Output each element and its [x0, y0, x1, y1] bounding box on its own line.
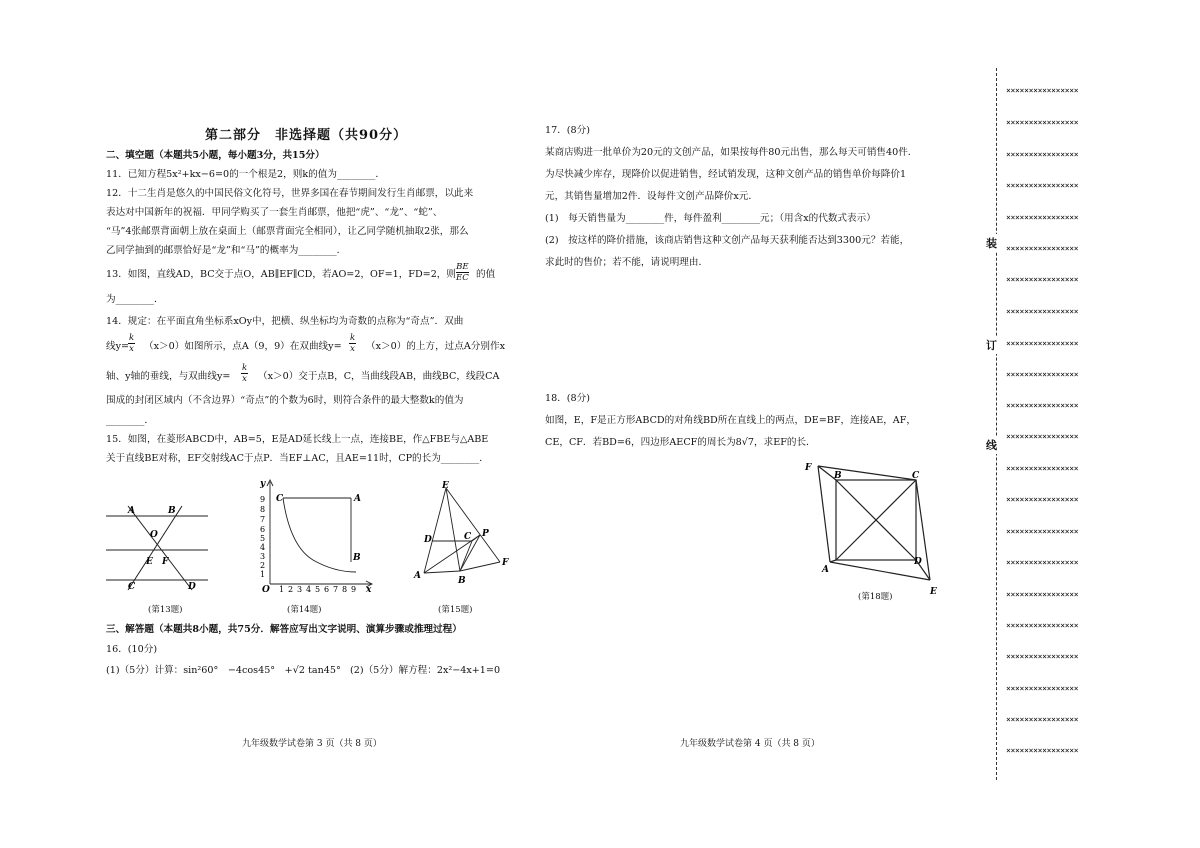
question-18-line: CE，CF．若BD=6，四边形AECF的周长为8√7，求EF的长． — [545, 437, 816, 448]
label-b: B — [834, 471, 842, 481]
question-14-line: 围成的封闭区域内（不含边界）“奇点”的个数为6时，则符合条件的最大整数k的值为 — [106, 395, 464, 406]
x-tick: 5 — [315, 585, 321, 594]
binding-char-xian: 线 — [986, 436, 997, 454]
y-tick: 9 — [260, 495, 266, 504]
binding-x-row: ×××××××××××××××× — [1006, 652, 1079, 661]
question-12-line: 表达对中国新年的祝福．甲同学购买了一套生肖邮票，他把“虎”、“龙”、“蛇”、 — [106, 207, 443, 218]
binding-x-row: ×××××××××××××××× — [1006, 150, 1079, 159]
binding-x-row: ×××××××××××××××× — [1006, 746, 1079, 755]
question-14-line: ________． — [106, 415, 154, 426]
page-title: 第二部分 非选择题（共90分） — [205, 128, 408, 143]
y-tick: 1 — [260, 570, 266, 579]
y-tick: 6 — [260, 525, 266, 534]
label-o: O — [150, 530, 158, 540]
caption-fig13: (第13题) — [148, 605, 183, 615]
label-c: C — [464, 532, 472, 542]
question-16-part2: (2)（5分）解方程：2x²−4x+1=0 — [350, 665, 501, 676]
binding-char-zhuang: 装 — [986, 234, 997, 252]
label-b: B — [458, 576, 466, 586]
footer-page-4: 九年级数学试卷第 4 页（共 8 页） — [680, 739, 820, 749]
x-tick: 8 — [342, 585, 348, 594]
footer-page-3: 九年级数学试卷第 3 页（共 8 页） — [242, 739, 382, 749]
binding-x-row: ×××××××××××××××× — [1006, 370, 1079, 379]
figure-18 — [800, 458, 940, 598]
x-axis-label: x — [366, 585, 372, 595]
origin-label: O — [262, 585, 270, 595]
label-e: E — [930, 587, 937, 597]
question-15-line: 关于直线BE对称，EF交射线AC于点P．当EF⊥AC，且AE=11时，CP的长为________． — [106, 453, 489, 464]
label-b: B — [168, 506, 176, 516]
y-axis-label: y — [260, 479, 266, 489]
caption-fig15: (第15题) — [438, 605, 473, 615]
question-17-part1: (1) 每天销售量为________件，每件盈利________元；（用含x的代数式表示） — [545, 213, 876, 224]
binding-x-row: ×××××××××××××××× — [1006, 684, 1079, 693]
label-e: E — [442, 481, 449, 491]
question-14-line: 线y= — [106, 341, 130, 352]
label-a: A — [414, 571, 421, 581]
question-17-line: 为尽快减少库存，现降价以促进销售，经试销发现，这种文创产品的销售单价每降价1 — [545, 169, 907, 180]
fraction-k-x: k x — [129, 333, 135, 354]
y-tick: 5 — [260, 534, 266, 543]
binding-line — [996, 68, 997, 780]
question-17-line: 某商店购进一批单价为20元的文创产品，如果按每件80元出售，那么每天可销售40件． — [545, 147, 918, 158]
binding-x-row: ×××××××××××××××× — [1006, 432, 1079, 441]
y-tick: 8 — [260, 505, 266, 514]
binding-x-row: ×××××××××××××××× — [1006, 401, 1079, 410]
y-tick: 3 — [260, 552, 266, 561]
question-11: 11．已知方程5x²+kx−6=0的一个根是2，则k的值为________． — [106, 169, 385, 180]
label-c: C — [912, 471, 920, 481]
figure-13 — [106, 498, 226, 598]
binding-x-row: ×××××××××××××××× — [1006, 244, 1079, 253]
x-tick: 3 — [297, 585, 303, 594]
question-14-line: （x＞0）交于点B，C，当曲线段AB，曲线BC，线段CA — [258, 371, 500, 382]
label-f: F — [805, 463, 812, 473]
y-tick: 4 — [260, 543, 266, 552]
binding-x-row: ×××××××××××××××× — [1006, 307, 1079, 316]
label-a: A — [354, 494, 361, 504]
binding-x-row: ×××××××××××××××× — [1006, 339, 1079, 348]
question-14-line: 14．规定：在平面直角坐标系xOy中，把横、纵坐标均为奇数的点称为“奇点”．双曲 — [106, 316, 464, 327]
question-16-head: 16．(10分) — [106, 644, 158, 655]
question-12-line: 12．十二生肖是悠久的中国民俗文化符号，世界多国在春节期间发行生肖邮票，以此来 — [106, 188, 474, 199]
label-d: D — [424, 535, 432, 545]
label-c: C — [276, 494, 284, 504]
label-d: D — [188, 582, 196, 592]
caption-fig14: (第14题) — [287, 605, 322, 615]
question-14-line: 轴、y轴的垂线，与双曲线y= — [106, 371, 231, 382]
question-13-line: 13．如图，直线AD，BC交于点O，AB∥EF∥CD，若AO=2，OF=1，FD=2，则 — [106, 269, 456, 280]
binding-x-row: ×××××××××××××××× — [1006, 715, 1079, 724]
binding-x-row: ×××××××××××××××× — [1006, 118, 1079, 127]
y-tick: 2 — [260, 561, 266, 570]
binding-x-row: ×××××××××××××××× — [1006, 181, 1079, 190]
binding-char-ding: 订 — [986, 336, 997, 354]
x-tick: 1 — [279, 585, 285, 594]
binding-x-row: ×××××××××××××××× — [1006, 527, 1079, 536]
question-14-line: （x＞0）的上方，过点A分别作x — [366, 341, 505, 352]
label-c: C — [128, 582, 136, 592]
fraction-k-x: k x — [350, 333, 356, 354]
question-17-head: 17．(8分) — [545, 125, 590, 136]
label-a: A — [128, 506, 135, 516]
x-tick: 4 — [306, 585, 312, 594]
label-a: A — [822, 565, 829, 575]
question-17-line: 求此时的售价；若不能，请说明理由． — [545, 257, 709, 268]
question-18-line: 如图，E，F是正方形ABCD的对角线BD所在直线上的两点，DE=BF，连接AE，AF， — [545, 415, 916, 426]
question-15-line: 15．如图，在菱形ABCD中，AB=5，E是AD延长线上一点，连接BE，作△FBE与△ABE — [106, 434, 489, 445]
binding-x-row: ×××××××××××××××× — [1006, 495, 1079, 504]
figure-15 — [410, 480, 510, 590]
fraction-k-x: k x — [242, 363, 248, 384]
label-e: E — [146, 557, 153, 567]
binding-x-row: ×××××××××××××××× — [1006, 621, 1079, 630]
label-p: P — [482, 529, 489, 539]
x-tick: 6 — [324, 585, 330, 594]
fraction-be-ec: BE EC — [456, 262, 469, 283]
x-tick: 2 — [288, 585, 294, 594]
binding-x-row: ×××××××××××××××× — [1006, 464, 1079, 473]
question-17-part2: (2) 按这样的降价措施，该商店销售这种文创产品每天获利能否达到3300元？若能， — [545, 235, 910, 246]
question-13-line: 为________． — [106, 294, 164, 305]
binding-x-row: ×××××××××××××××× — [1006, 558, 1079, 567]
question-12-line: “马”4张邮票背面朝上放在桌面上（邮票背面完全相同），让乙同学随机抽取2张，那么 — [106, 226, 469, 237]
binding-x-row: ×××××××××××××××× — [1006, 86, 1079, 95]
caption-fig18: (第18题) — [858, 592, 893, 602]
y-tick: 7 — [260, 515, 266, 524]
section-fill-heading: 二、填空题（本题共5小题，每小题3分，共15分） — [106, 150, 325, 161]
section-answer-heading: 三、解答题（本题共8小题，共75分．解答应写出文字说明、演算步骤或推理过程） — [106, 624, 462, 635]
binding-x-row: ×××××××××××××××× — [1006, 590, 1079, 599]
binding-x-row: ×××××××××××××××× — [1006, 213, 1079, 222]
question-17-line: 元，其销售量增加2件．设每件文创产品降价x元． — [545, 191, 758, 202]
question-12-line: 乙同学抽到的邮票恰好是“龙”和“马”的概率为________． — [106, 245, 347, 256]
label-b: B — [353, 553, 361, 563]
figure-14 — [258, 479, 378, 595]
question-13-tail: 的值 — [476, 269, 496, 280]
label-f: F — [502, 558, 509, 568]
question-18-head: 18．(8分) — [545, 393, 590, 404]
binding-x-row: ×××××××××××××××× — [1006, 275, 1079, 284]
x-tick: 9 — [351, 585, 357, 594]
x-tick: 7 — [333, 585, 339, 594]
question-14-line: （x＞0）如图所示，点A（9，9）在双曲线y= — [144, 341, 342, 352]
label-d: D — [914, 557, 922, 567]
label-f: F — [162, 557, 169, 567]
question-16-part1: (1)（5分）计算：sin²60° −4cos45° +√2 tan45° — [106, 665, 341, 676]
